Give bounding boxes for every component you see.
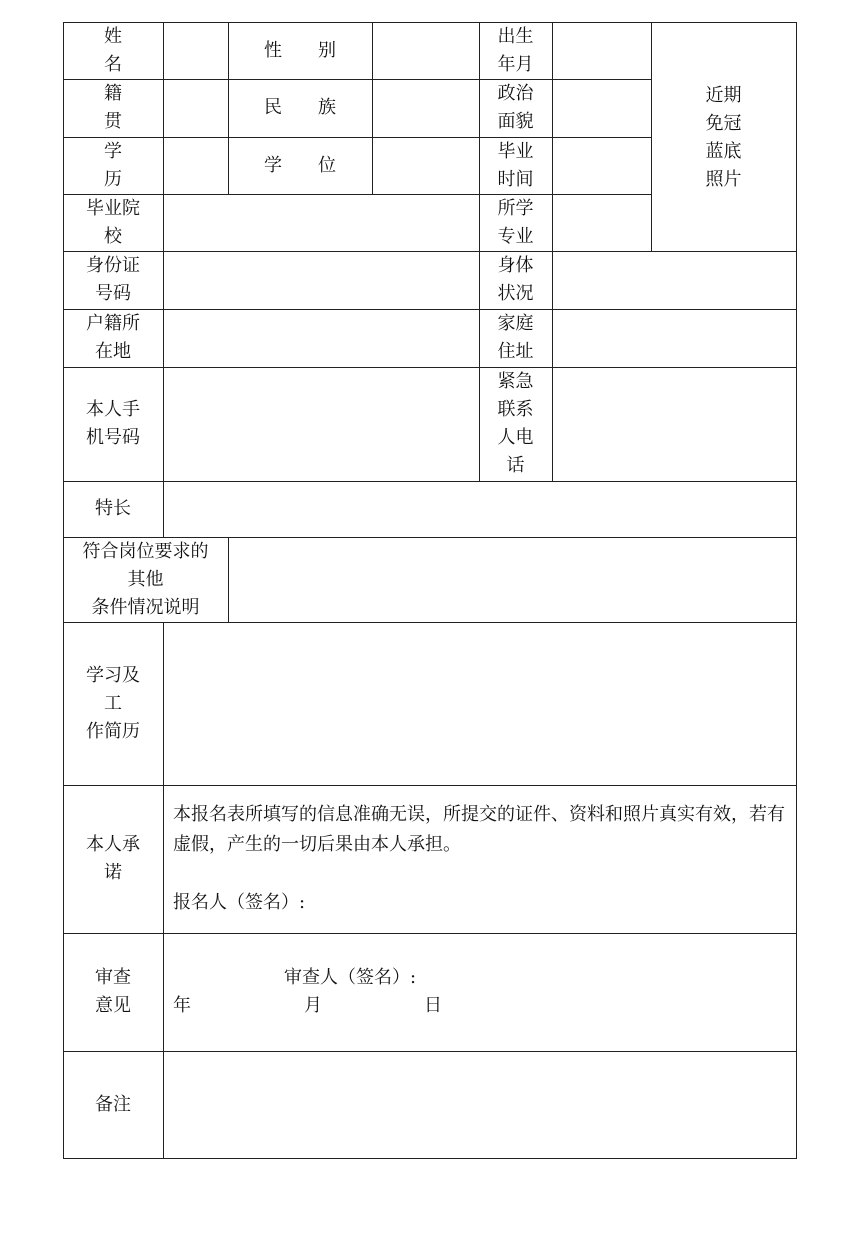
political-status-field[interactable]	[552, 79, 651, 137]
label-native-place: 籍 贯	[104, 83, 122, 132]
label-ethnicity: 民 族	[264, 97, 336, 118]
label-graduation-time: 毕业 时间	[497, 140, 534, 190]
birth-field[interactable]	[552, 22, 651, 79]
review-year-label: 年	[173, 995, 191, 1016]
review-day-label: 日	[424, 995, 442, 1016]
ethnicity-field[interactable]	[372, 79, 479, 137]
name-field[interactable]	[163, 22, 228, 79]
specialty-field[interactable]	[163, 481, 796, 537]
label-hukou: 户籍所 在地	[86, 313, 140, 362]
review-month-label: 月	[304, 995, 322, 1016]
label-education: 学 历	[104, 140, 122, 190]
label-review: 审查 意见	[95, 967, 131, 1016]
home-address-field[interactable]	[552, 309, 796, 367]
applicant-signature-label: 报名人（签名）:	[173, 892, 306, 913]
label-pledge: 本人承 诺	[86, 834, 140, 883]
label-birth: 出生 年月	[497, 25, 534, 75]
label-emergency-phone: 紧急 联系 人电 话	[497, 371, 534, 476]
label-major: 所学 专业	[497, 197, 534, 247]
label-home-address: 家庭 住址	[497, 313, 534, 362]
other-conditions-field[interactable]	[228, 537, 796, 622]
remarks-field[interactable]	[163, 1051, 796, 1158]
label-remarks: 备注	[95, 1093, 131, 1115]
gender-field[interactable]	[372, 22, 479, 79]
label-name: 姓 名	[104, 25, 122, 75]
school-field[interactable]	[163, 194, 479, 251]
degree-field[interactable]	[372, 137, 479, 194]
health-field[interactable]	[552, 251, 796, 309]
row-divider	[63, 785, 797, 786]
native-place-field[interactable]	[163, 79, 228, 137]
pledge-text: 本报名表所填写的信息准确无误，所提交的证件、资料和照片真实有效，若有虚假，产生的一切后果由本人承担。	[173, 804, 785, 855]
photo-box[interactable]: 近期 免冠 蓝底 照片	[705, 85, 742, 190]
label-resume: 学习及 工 作简历	[86, 664, 140, 742]
major-field[interactable]	[552, 194, 651, 251]
id-number-field[interactable]	[163, 251, 479, 309]
phone-field[interactable]	[163, 367, 479, 481]
label-gender: 性 别	[264, 39, 336, 61]
hukou-field[interactable]	[163, 309, 479, 367]
reviewer-signature-label: 审查人（签名）:	[284, 967, 417, 988]
border-right	[796, 22, 797, 1158]
education-field[interactable]	[163, 137, 228, 194]
label-other-conditions: 符合岗位要求的 其他 条件情况说明	[82, 540, 209, 618]
label-degree: 学 位	[264, 154, 336, 176]
row-divider	[63, 933, 797, 934]
border-bottom	[63, 1158, 797, 1159]
resume-field[interactable]	[163, 622, 796, 785]
label-id-number: 身份证 号码	[86, 255, 140, 304]
label-phone: 本人手 机号码	[86, 399, 140, 448]
applicant-signature-field[interactable]	[320, 888, 520, 918]
label-specialty: 特长	[95, 498, 131, 519]
emergency-phone-field[interactable]	[552, 367, 796, 481]
graduation-time-field[interactable]	[552, 137, 651, 194]
label-school: 毕业院 校	[86, 197, 140, 247]
label-health: 身体 状况	[497, 255, 534, 304]
label-political-status: 政治 面貌	[497, 83, 534, 132]
